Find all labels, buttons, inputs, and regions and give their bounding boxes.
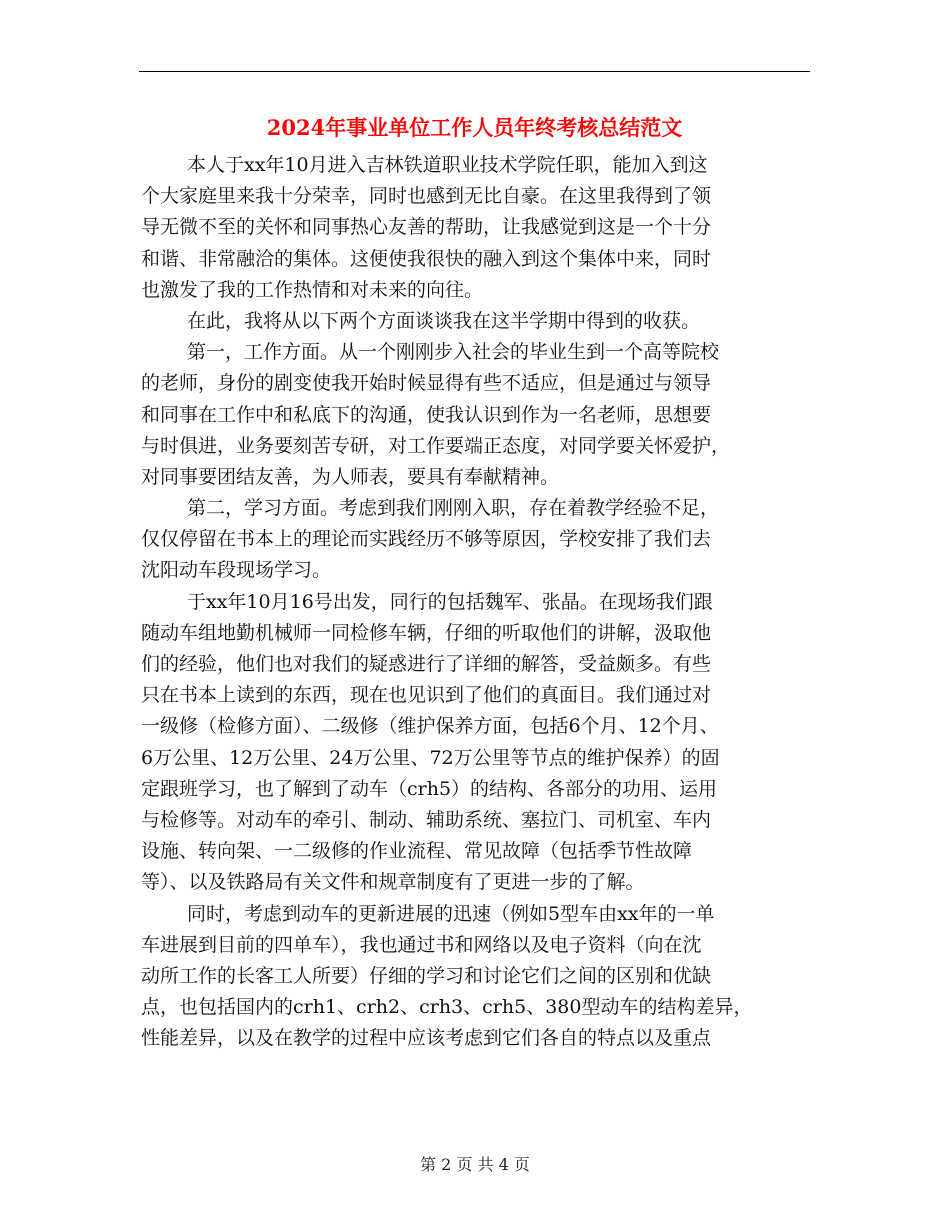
text-line: 第二，学习方面。考虑到我们刚刚入职，存在着教学经验不足， <box>187 497 720 520</box>
text-line: 6万公里、12万公里、24万公里、72万公里等节点的维护保养）的固 <box>141 746 720 769</box>
text-line: 点，也包括国内的crh1、crh2、crh3、crh5、380型动车的结构差异， <box>141 996 753 1019</box>
document-body <box>141 150 801 1054</box>
page-number: 第 2 页 共 4 页 <box>420 1155 530 1174</box>
text-line: 也激发了我的工作热情和对未来的向往。 <box>141 278 484 301</box>
text-line: 同时，考虑到动车的更新进展的迅速（例如5型车由xx年的一单 <box>187 902 715 925</box>
text-line: 只在书本上读到的东西，现在也见识到了他们的真面目。我们通过对 <box>141 684 712 707</box>
text-line: 在此，我将从以下两个方面谈谈我在这半学期中得到的收获。 <box>187 309 701 332</box>
text-line: 性能差异，以及在教学的过程中应该考虑到它们各自的特点以及重点 <box>141 1027 712 1050</box>
text-line: 于xx年10月16号出发，同行的包括魏军、张晶。在现场我们跟 <box>187 590 713 613</box>
text-line: 对同事要团结友善，为人师表，要具有奉献精神。 <box>141 465 560 488</box>
text-line: 沈阳动车段现场学习。 <box>141 559 332 582</box>
document-title: 2024年事业单位工作人员年终考核总结范文 <box>266 115 683 140</box>
text-line: 们的经验，他们也对我们的疑惑进行了详细的解答，受益颇多。有些 <box>141 653 712 675</box>
text-line: 等）、以及铁路局有关文件和规章制度有了更进一步的了解。 <box>141 871 645 894</box>
text-line: 定跟班学习，也了解到了动车（crh5）的结构、各部分的功用、运用 <box>141 777 718 800</box>
text-line: 和谐、非常融洽的集体。这便使我很快的融入到这个集体中来，同时 <box>141 247 712 270</box>
text-line: 仅仅停留在书本上的理论而实践经历不够等原因，学校安排了我们去 <box>141 528 712 551</box>
text-line: 动所工作的长客工人所要）仔细的学习和讨论它们之间的区别和优缺 <box>141 964 712 987</box>
text-line: 的老师，身份的剧变使我开始时候显得有些不适应，但是通过与领导 <box>141 372 712 395</box>
text-line: 导无微不至的关怀和同事热心友善的帮助，让我感觉到这是一个十分 <box>141 216 712 239</box>
text-line: 与检修等。对动车的牵引、制动、辅助系统、塞拉门、司机室、车内 <box>141 808 712 831</box>
text-line: 第一，工作方面。从一个刚刚步入社会的毕业生到一个高等院校 <box>187 341 720 364</box>
header-rule <box>139 71 810 72</box>
text-line: 车进展到目前的四单车），我也通过书和网络以及电子资料（向在沈 <box>141 933 702 956</box>
text-line: 设施、转向架、一二级修的作业流程、常见故障（包括季节性故障 <box>141 840 693 863</box>
text-line: 一级修（检修方面）、二级修（维护保养方面，包括6个月、12个月、 <box>141 715 719 738</box>
text-line: 个大家庭里来我十分荣幸，同时也感到无比自豪。在这里我得到了领 <box>141 185 712 208</box>
text-line: 和同事在工作中和私底下的沟通，使我认识到作为一名老师，思想要 <box>141 403 712 426</box>
text-line: 与时俱进，业务要刻苦专研，对工作要端正态度，对同学要关怀爱护， <box>141 434 731 457</box>
text-line: 本人于xx年10月进入吉林铁道职业技术学院任职，能加入到这 <box>187 154 708 176</box>
text-line: 随动车组地勤机械师一同检修车辆，仔细的听取他们的讲解，汲取他 <box>141 621 712 644</box>
